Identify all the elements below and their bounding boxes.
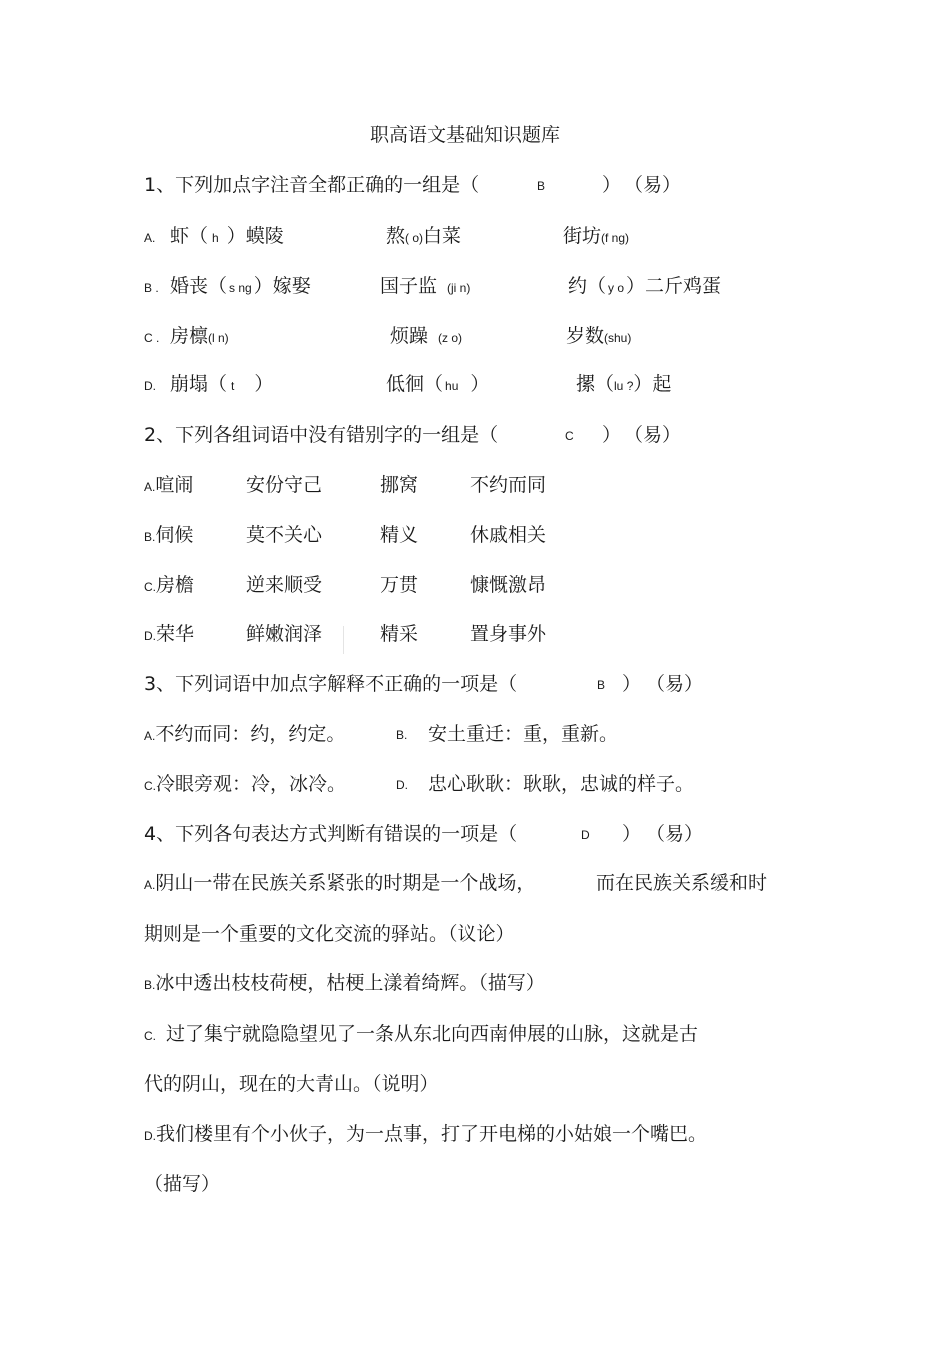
option-c <box>144 1021 698 1049</box>
word: 慷慨激昂 <box>470 574 547 596</box>
term: 房檩 <box>170 325 209 347</box>
term-rest: ）起 <box>633 373 672 395</box>
option-letter: C. <box>144 580 156 594</box>
option-c-cont <box>144 1071 439 1097</box>
option-letter: D. <box>396 778 408 792</box>
option-c <box>144 572 547 600</box>
word: 荣华 <box>156 623 195 645</box>
pinyin: t <box>231 379 235 393</box>
option-letter: A. <box>144 231 156 245</box>
term: 婚丧（ <box>170 275 228 297</box>
pinyin: (l n) <box>208 331 229 345</box>
question-label: 1、下列加点字注音全都正确的一组是（ <box>144 174 480 196</box>
option-text: 我们楼里有个小伙子，为一点事，打了开电梯的小姑娘一个嘴巴。 <box>156 1123 708 1145</box>
option-letter: C. <box>144 1029 156 1043</box>
option-a <box>144 870 768 898</box>
option-letter: B. <box>144 978 156 992</box>
term-rest: ）二斤鸡蛋 <box>626 275 722 297</box>
option-text-cont: 而在民族关系缓和时 <box>596 872 768 894</box>
term-rest: ） <box>254 373 274 395</box>
option-b <box>144 273 722 301</box>
word: 房檐 <box>156 574 195 596</box>
option-text: 冷眼旁观：冷，冰冷。 <box>156 773 347 795</box>
difficulty: （易） <box>624 424 682 446</box>
word: 挪窝 <box>380 474 419 496</box>
word: 万贯 <box>380 574 419 596</box>
close-paren: ） <box>622 823 642 845</box>
pinyin: y o <box>608 281 625 295</box>
word: 不约而同 <box>470 474 547 496</box>
option-text: 不约而同：约，约定。 <box>155 723 346 745</box>
option-a-cont <box>144 921 515 947</box>
term: 国子监 <box>380 275 438 297</box>
question-3 <box>144 671 704 697</box>
option-d <box>144 1121 707 1149</box>
word: 置身事外 <box>470 623 547 645</box>
option-letter: B. <box>144 530 156 544</box>
question-4 <box>144 821 704 847</box>
option-row-ab <box>144 721 619 749</box>
close-paren: ） <box>602 424 622 446</box>
option-text: 阴山一带在民族关系紧张的时期是一个战场， <box>155 872 536 894</box>
option-d-cont <box>144 1171 220 1197</box>
option-a <box>144 223 630 251</box>
option-letter: A. <box>144 729 156 743</box>
option-letter: A. <box>144 480 156 494</box>
difficulty: （易） <box>624 174 682 196</box>
term: 虾（ <box>170 225 209 247</box>
option-text: 安土重迁：重，重新。 <box>428 723 619 745</box>
term: 岁数 <box>566 325 605 347</box>
word: 精采 <box>380 623 419 645</box>
answer: B <box>537 179 546 193</box>
pinyin: s ng <box>229 281 252 295</box>
term: 约（ <box>568 275 607 297</box>
difficulty: （易） <box>646 673 704 695</box>
word: 伺候 <box>155 524 194 546</box>
answer: D <box>581 828 590 842</box>
pinyin: h <box>212 231 219 245</box>
option-d <box>144 371 672 399</box>
option-letter: B . <box>144 281 159 295</box>
question-1 <box>144 172 682 198</box>
close-paren: ） <box>602 174 622 196</box>
pinyin: (f ng) <box>601 231 630 245</box>
word: 精义 <box>380 524 419 546</box>
pinyin: hu <box>445 379 459 393</box>
option-d <box>144 621 547 649</box>
term: 熬 <box>386 225 406 247</box>
term: 街坊 <box>563 225 602 247</box>
answer: C <box>565 429 574 443</box>
term: 崩塌（ <box>170 373 228 395</box>
option-c <box>144 323 632 351</box>
option-letter: C. <box>144 779 156 793</box>
term: 烦躁 <box>390 325 429 347</box>
option-text: 过了集宁就隐隐望见了一条从东北向西南伸展的山脉，这就是古 <box>166 1023 699 1045</box>
scan-artifact-divider <box>343 626 344 654</box>
pinyin: lu ? <box>614 379 634 393</box>
term: 低徊（ <box>386 373 444 395</box>
option-b <box>144 522 547 550</box>
option-text: 冰中透出枝枝荷梗，枯梗上漾着绮辉。（描写） <box>155 972 545 994</box>
word: 休戚相关 <box>470 524 547 546</box>
page-title: 职高语文基础知识题库 <box>369 124 560 146</box>
option-letter: D. <box>144 379 156 393</box>
term-rest: ） <box>470 373 490 395</box>
option-text: 期则是一个重要的文化交流的驿站。（议论） <box>144 923 515 945</box>
option-letter: D. <box>144 1129 156 1143</box>
option-letter: B. <box>396 728 408 742</box>
option-text: （描写） <box>144 1173 221 1195</box>
option-text: 忠心耿耿：耿耿，忠诚的样子。 <box>428 773 695 795</box>
term: 摞（ <box>576 373 615 395</box>
option-letter: C . <box>144 331 160 345</box>
question-label: 2、下列各组词语中没有错别字的一组是（ <box>144 424 499 446</box>
option-letter: D. <box>144 629 156 643</box>
term-rest: ）嫁娶 <box>253 275 311 297</box>
option-text: 代的阴山，现在的大青山。（说明） <box>144 1073 439 1095</box>
word: 莫不关心 <box>246 524 323 546</box>
word: 鲜嫩润泽 <box>246 623 323 645</box>
option-letter: A. <box>144 878 156 892</box>
term-rest: 白菜 <box>423 225 462 247</box>
pinyin: (z o) <box>438 331 463 345</box>
question-2 <box>144 422 682 448</box>
difficulty: （易） <box>646 823 704 845</box>
word: 喧闹 <box>155 474 194 496</box>
word: 逆来顺受 <box>246 574 323 596</box>
question-label: 4、下列各句表达方式判断有错误的一项是（ <box>144 823 518 845</box>
option-b <box>144 970 545 998</box>
answer: B <box>597 678 606 692</box>
option-row-cd <box>144 771 695 799</box>
pinyin: (shu) <box>604 331 632 345</box>
option-a <box>144 472 547 500</box>
close-paren: ） <box>622 673 642 695</box>
term-rest: ）蟆陵 <box>226 225 284 247</box>
word: 安份守己 <box>246 474 323 496</box>
pinyin: (ji n) <box>447 281 471 295</box>
question-label: 3、下列词语中加点字解释不正确的一项是（ <box>144 673 518 695</box>
pinyin: ( o) <box>405 231 424 245</box>
